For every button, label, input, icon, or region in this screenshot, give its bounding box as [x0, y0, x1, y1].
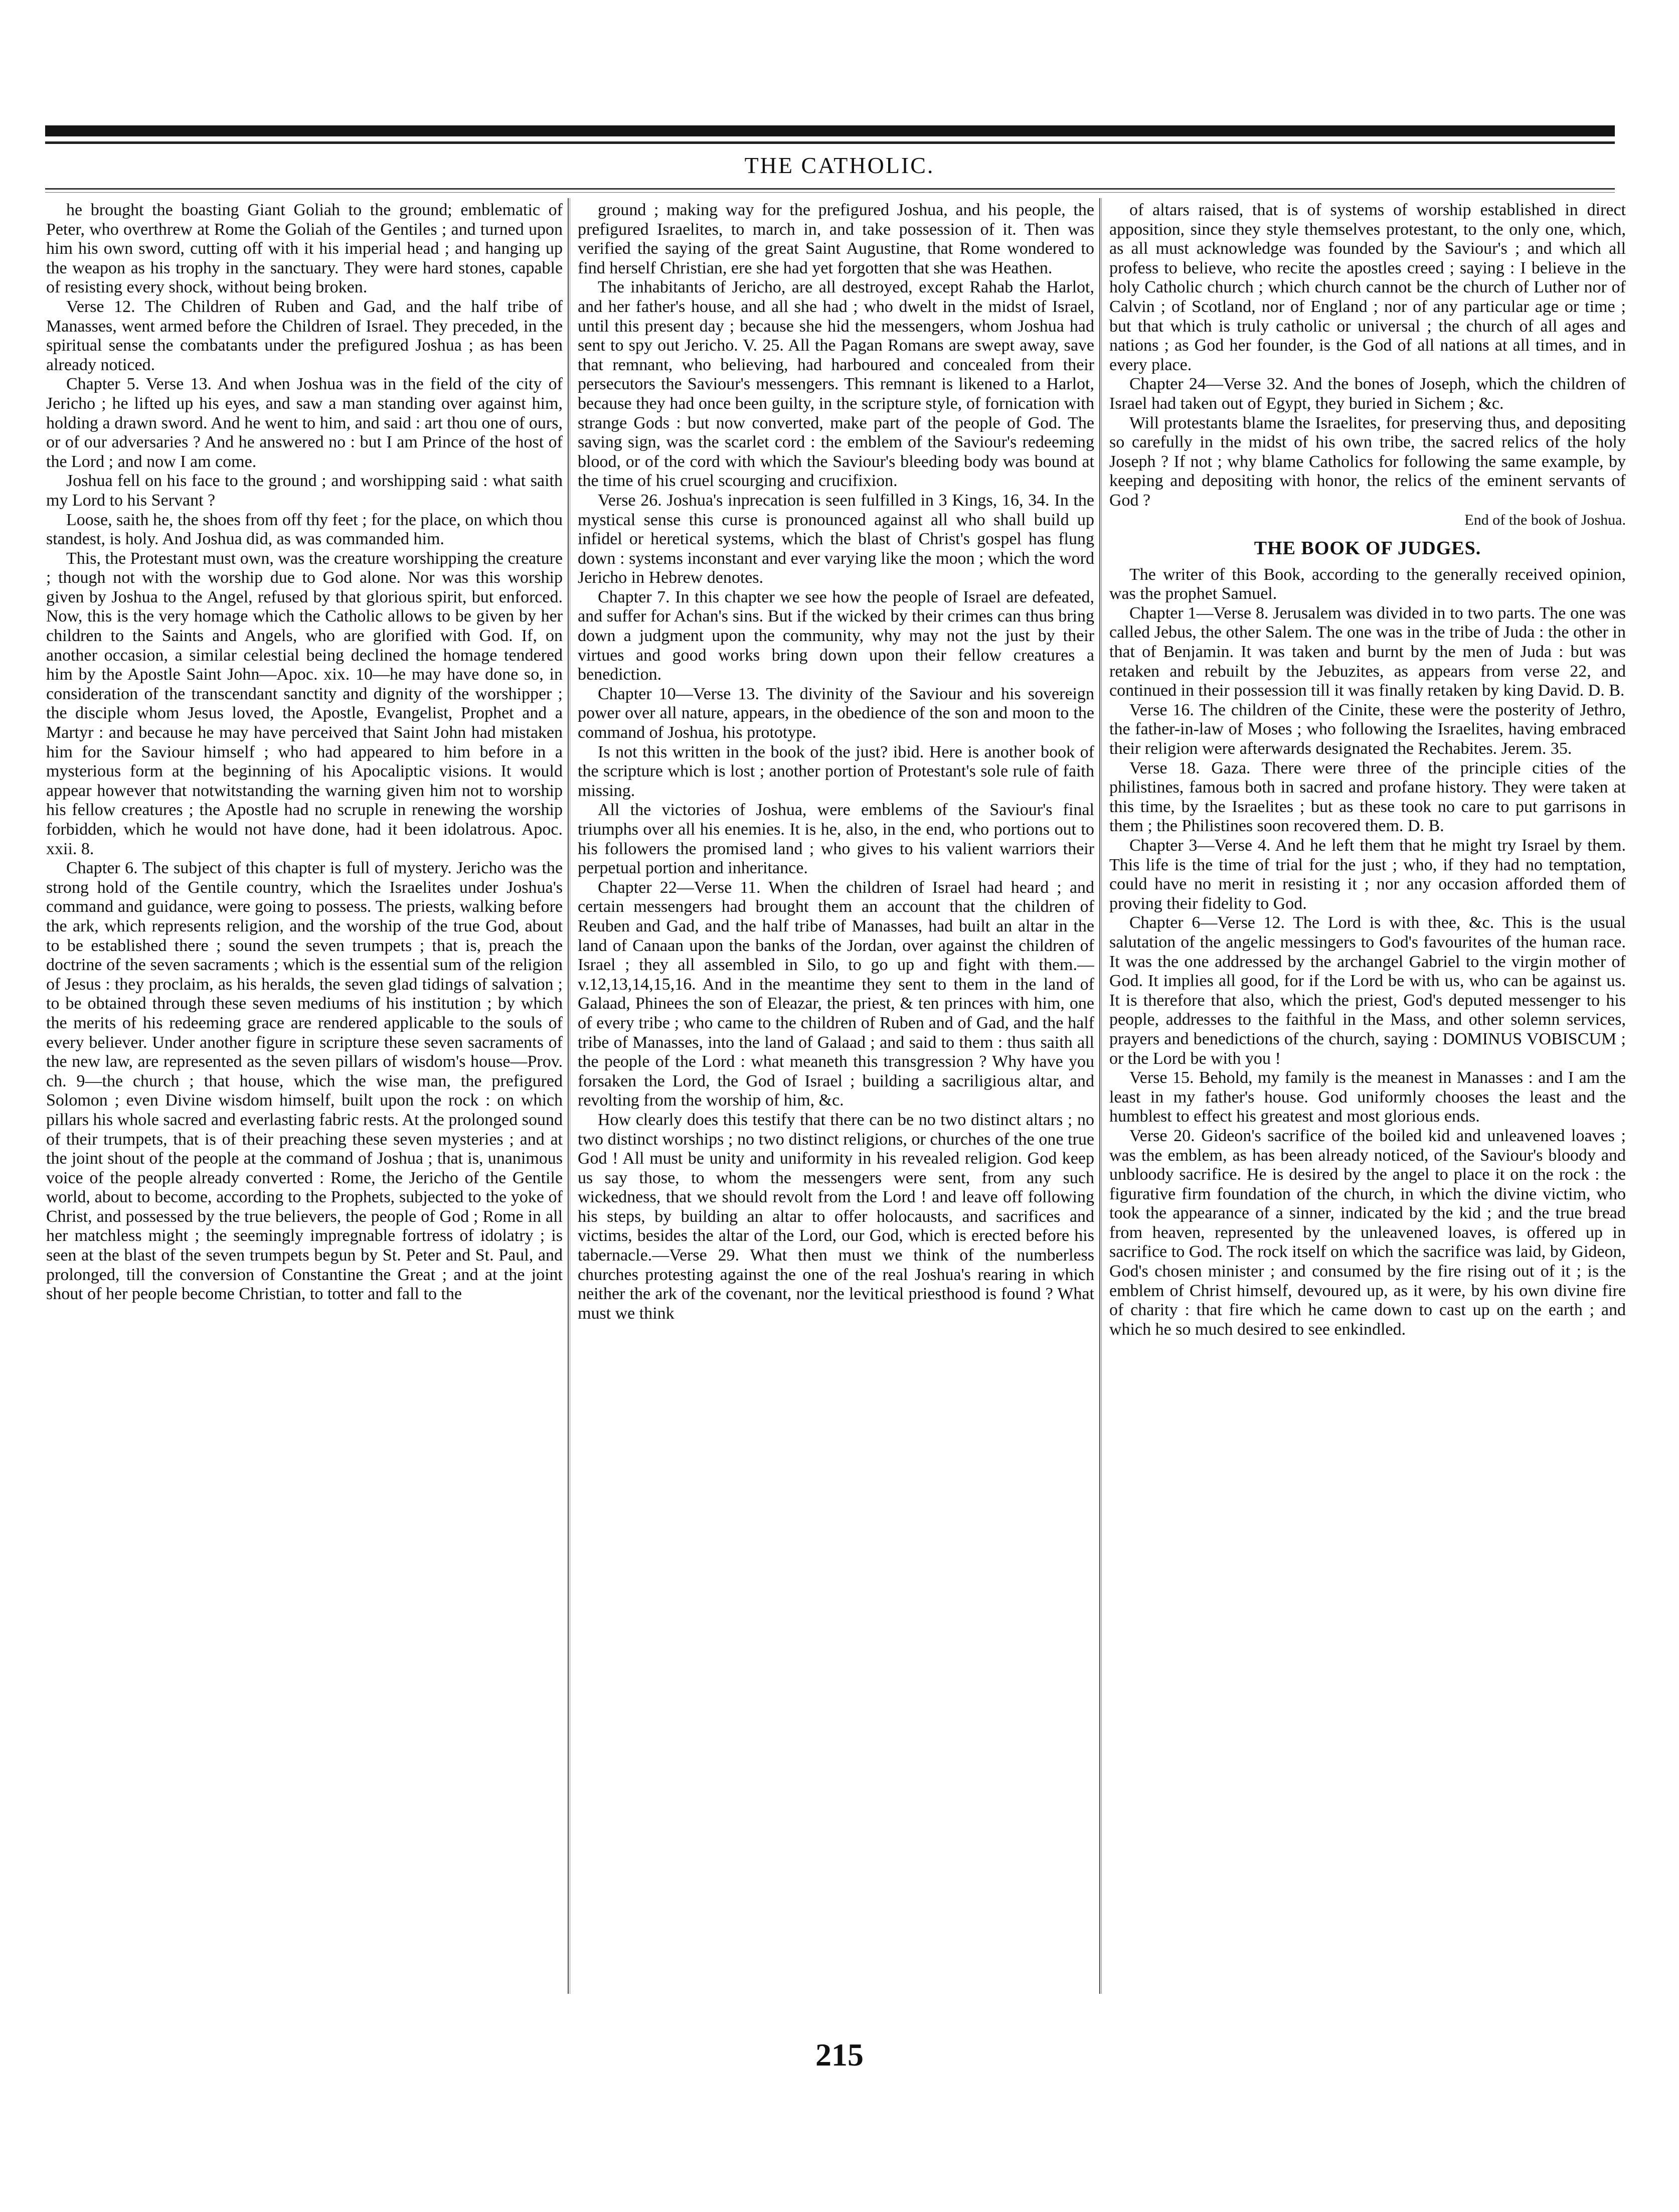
column-left	[46, 201, 563, 1976]
paragraph: of altars raised, that is of systems of worship established in direct apposition, since they style themselves protestant, to the only one, which, as all must acknowledge was founded by the Saviour's ; and which all profess to believe, who recite the apostles creed ; saying : I believe in the holy Catholic church ; which church cannot be the church of Luther nor of Calvin ; of Scotland, nor of England ; nor of any particular age or time ; but that which is truly catholic or universal ; the church of all ages and nations ; as God her founder, is the God of all nations at all times, and in every place.	[1109, 201, 1626, 374]
paragraph: ground ; making way for the prefigured Joshua, and his people, the prefigured Israelites, to march in, and take possession of it. Then was verified the saying of the great Saint Augustine, that Rome wondered to find herself Christian, ere she had yet forgotten that she was Heathen.	[578, 201, 1094, 277]
paragraph: The inhabitants of Jericho, are all destroyed, except Rahab the Harlot, and her father's house, and all she had ; who dwelt in the midst of Israel, until this present day ; because she hid the messengers, whom Joshua had sent to spy out Jericho. V. 25. All the Pagan Romans are swept away, save that remnant, who believing, had harboured and concealed from their persecutors the Saviour's messengers. This remnant is likened to a Harlot, because they had once been guilty, in the scripture style, of fornication with strange Gods : but now converted, make part of the people of God. The saving sign, was the scarlet cord : the emblem of the Saviour's redeeming blood, or of the cord with which the Saviour's bleeding body was bound at the time of his cruel scourging and crucifixion.	[578, 278, 1094, 491]
header-thin-rule	[45, 141, 1615, 144]
column-right	[1109, 201, 1626, 1976]
header-divider	[45, 188, 1615, 190]
paragraph: Verse 15. Behold, my family is the meanest in Manasses : and I am the least in my father's house. God uniformly chooses the least and the humblest to effect his greatest and most glorious ends.	[1109, 1068, 1626, 1126]
paragraph: The writer of this Book, according to the generally received opinion, was the prophet Samuel.	[1109, 565, 1626, 603]
paragraph: Joshua fell on his face to the ground ; and worshipping said : what saith my Lord to his Servant ?	[46, 471, 563, 510]
paragraph: he brought the boasting Giant Goliah to the ground; emblematic of Peter, who overthrew at Rome the Goliah of the Gentiles ; and turned upon him his own sword, cutting off with it his imperial head ; and hanging up the weapon as his trophy in the sanctuary. They were hard stones, capable of resisting every shock, without being broken.	[46, 201, 563, 297]
paragraph: Chapter 1—Verse 8. Jerusalem was divided in to two parts. The one was called Jebus, the other Salem. The one was in the tribe of Juda : the other in that of Benjamin. It was taken and burnt by the men of Juda : but was retaken and rebuilt by the Jebuzites, as appears from verse 22, and continued in their possession till it was finally retaken by king David. D. B.	[1109, 603, 1626, 700]
paragraph: Loose, saith he, the shoes from off thy feet ; for the place, on which thou standest, is holy. And Joshua did, as was commanded him.	[46, 510, 563, 549]
header-thick-rule	[45, 125, 1615, 136]
paragraph: All the victories of Joshua, were emblems of the Saviour's final triumphs over all his enemies. It is he, also, in the end, who portions out to his followers the promised land ; who gives to his valient warriors their perpetual portion and inheritance.	[578, 801, 1094, 878]
paragraph: Chapter 7. In this chapter we see how the people of Israel are defeated, and suffer for Achan's sins. But if the wicked by their crimes can thus bring down a judgment upon the community, why may not the just by their virtues and good works bring down upon their fellow creatures a benediction.	[578, 587, 1094, 684]
paragraph: This, the Protestant must own, was the creature worshipping the creature ; though not with the worship due to God alone. Nor was this worship given by Joshua to the Angel, refused by that glorious spirit, but enforced. Now, this is the very homage which the Catholic allows to be given by her children to the Saints and Angels, who are glorified with God. If, on another occasion, a similar celestial being declined the homage tendered him by the Apostle Saint John—Apoc. xix. 10—he may have done so, in consideration of the transcendant sanctity and dignity of the worshipper ; the disciple whom Jesus loved, the Apostle, Evangelist, Prophet and a Martyr : and because he may have perceived that Saint John had mistaken him for the Saviour himself ; who had appeared to him before in a mysterious form at the beginning of his Apocaliptic visions. It would appear however that notwitstanding the warning given him not to worship his fellow creatures ; the Apostle had no scruple in renewing the worship forbidden, which he would not have done, had it been idolatrous. Apoc. xxii. 8.	[46, 549, 563, 858]
page-title: THE CATHOLIC.	[744, 152, 935, 178]
paragraph: Chapter 24—Verse 32. And the bones of Joseph, which the children of Israel had taken out of Egypt, they buried in Sichem ; &c.	[1109, 375, 1626, 413]
end-of-book-note: End of the book of Joshua.	[1464, 511, 1626, 528]
paragraph: Chapter 22—Verse 11. When the children of Israel had heard ; and certain messengers had brought them an account that the children of Reuben and Gad, and the half tribe of Manasses, had built an altar in the land of Canaan upon the banks of the Jordan, over against the children of Israel ; they all assembled in Silo, to go up and fight with them.—v.12,13,14,15,16. And in the meantime they sent to them in the land of Galaad, Phinees the son of Eleazar, the priest, & ten princes with him, one of every tribe ; who came to the children of Ruben and of Gad, and the half tribe of Manasses, into the land of Galaad ; and said to them : thus saith all the people of the Lord : what meaneth this transgression ? Why have you forsaken the Lord, the God of Israel ; building a sacriligious altar, and revolting from the worship of him, &c.	[578, 878, 1094, 1110]
column-divider-left	[568, 198, 570, 1994]
paragraph: Chapter 5. Verse 13. And when Joshua was in the field of the city of Jericho ; he lifted up his eyes, and saw a man standing over against him, holding a drawn sword. And he went to him, and said : art thou one of ours, or of our adversaries ? And he answered no : but I am Prince of the host of the Lord ; and now I am come.	[46, 375, 563, 471]
paragraph: Chapter 6. The subject of this chapter is full of mystery. Jericho was the strong hold of the Gentile country, which the Israelites under Joshua's command and guidance, were going to possess. The priests, walking before the ark, which represents religion, and the worship of the true God, about to be established there ; sound the seven trumpets ; that is, preach the doctrine of the seven sacraments ; which is the essential sum of the religion of Jesus : they proclaim, as his heralds, the seven glad tidings of salvation ; to be obtained through these seven mediums of his institution ; by which the merits of his redeeming grace are rendered applicable to the souls of every believer. Under another figure in scripture these seven sacraments of the new law, are represented as the seven pillars of wisdom's house—Prov. ch. 9—the church ; that house, which the wise man, the prefigured Solomon ; even Divine wisdom himself, built upon the rock : on which pillars his whole sacred and everlasting fabric rests. At the prolonged sound of their trumpets, that is of their preaching these seven mysteries ; and at the joint shout of the people at the command of Joshua ; that is, unanimous voice of the people already converted : Rome, the Jericho of the Gentile world, about to become, according to the Prophets, subjected to the yoke of Christ, and possessed by the true believers, the people of God ; Rome in all her matchless might ; the seemingly impregnable fortress of idolatry ; is seen at the blast of the seven trumpets begun by St. Peter and St. Paul, and prolonged, till the conversion of Constantine the Great ; and at the joint shout of her people become Christian, to totter and fall to the	[46, 859, 563, 1304]
section-heading: THE BOOK OF JUDGES.	[1254, 538, 1481, 559]
column-middle	[578, 201, 1094, 1976]
paragraph: Is not this written in the book of the just? ibid. Here is another book of the scripture which is lost ; another portion of Protestant's sole rule of faith missing.	[578, 742, 1094, 800]
paragraph: Verse 12. The Children of Ruben and Gad, and the half tribe of Manasses, went armed before the Children of Israel. They preceded, in the spiritual sense the combatants under the prefigured Joshua ; as has been already noticed.	[46, 297, 563, 374]
paragraph: Chapter 10—Verse 13. The divinity of the Saviour and his sovereign power over all nature, appears, in the obedience of the son and moon to the command of Joshua, his prototype.	[578, 684, 1094, 742]
page-number: 215	[815, 2037, 864, 2073]
paragraph: Verse 26. Joshua's inprecation is seen fulfilled in 3 Kings, 16, 34. In the mystical sense this curse is pronounced against all who shall build up infidel or heretical systems, which the blast of Christ's gospel has flung down : systems inconstant and ever varying like the moon ; which the word Jericho in Hebrew denotes.	[578, 491, 1094, 587]
paragraph: Chapter 6—Verse 12. The Lord is with thee, &c. This is the usual salutation of the angelic messingers to God's favourites of the human race. It was the one addressed by the archangel Gabriel to the virgin mother of God. It implies all good, for if the Lord be with us, who can be against us. It is therefore that also, which the priest, God's deputed messenger to his people, addresses to the faithful in the Mass, and other solemn services, prayers and benedictions of the church, saying : DOMINUS VOBISCUM ; or the Lord be with you !	[1109, 913, 1626, 1068]
paragraph: How clearly does this testify that there can be no two distinct altars ; no two distinct worships ; no two distinct religions, or churches of the one true God ! All must be unity and uniformity in his revealed religion. God keep us say those, to whom the messengers were sent, from any such wickedness, that we should revolt from the Lord ! and leave off following his steps, by building an altar to offer holocausts, and sacrifices and victims, besides the altar of the Lord, our God, which is erected before his tabernacle.—Verse 29. What then must we think of the numberless churches protesting against the one of the real Joshua's rearing in which neither the ark of the covenant, nor the levitical priesthood is found ? What must we think	[578, 1110, 1094, 1323]
column-divider-right	[1099, 198, 1102, 1994]
paragraph: Chapter 3—Verse 4. And he left them that he might try Israel by them. This life is the time of trial for the just ; who, if they had no temptation, could have no merit in resisting it ; nor any occasion afforded them of proving their fidelity to God.	[1109, 836, 1626, 913]
paragraph: Verse 20. Gideon's sacrifice of the boiled kid and unleavened loaves ; was the emblem, as has been already noticed, of the Saviour's bloody and unbloody sacrifice. He is desired by the angel to place it on the rock : the figurative firm foundation of the church, in which the divine victim, who took the appearance of a sinner, indicated by the kid ; and the true bread from heaven, represented by the unleavened loaves, is offered up in sacrifice to God. The rock itself on which the sacrifice was laid, by Gideon, God's chosen minister ; and consumed by the fire rising out of it ; is the emblem of Christ himself, devoured up, as it were, by his own divine fire of charity : that fire which he came down to cast up on the earth ; and which he so much desired to see enkindled.	[1109, 1126, 1626, 1339]
paragraph: Verse 16. The children of the Cinite, these were the posterity of Jethro, the father-in-law of Moses ; who following the Israelites, having embraced their religion were afterwards designated the Rechabites. Jerem. 35.	[1109, 700, 1626, 758]
paragraph: Verse 18. Gaza. There were three of the principle cities of the philistines, famous both in sacred and profane history. They were taken at this time, by the Israelites ; but as these took no care to put garrisons in them ; the Philistines soon recovered them. D. B.	[1109, 758, 1626, 836]
paragraph: Will protestants blame the Israelites, for preserving thus, and depositing so carefully in the midst of his own tribe, the sacred relics of the holy Joseph ? If not ; why blame Catholics for following the same example, by keeping and depositing with honor, the relics of the eminent servants of God ?	[1109, 413, 1626, 510]
header-divider-thin	[45, 192, 1615, 193]
